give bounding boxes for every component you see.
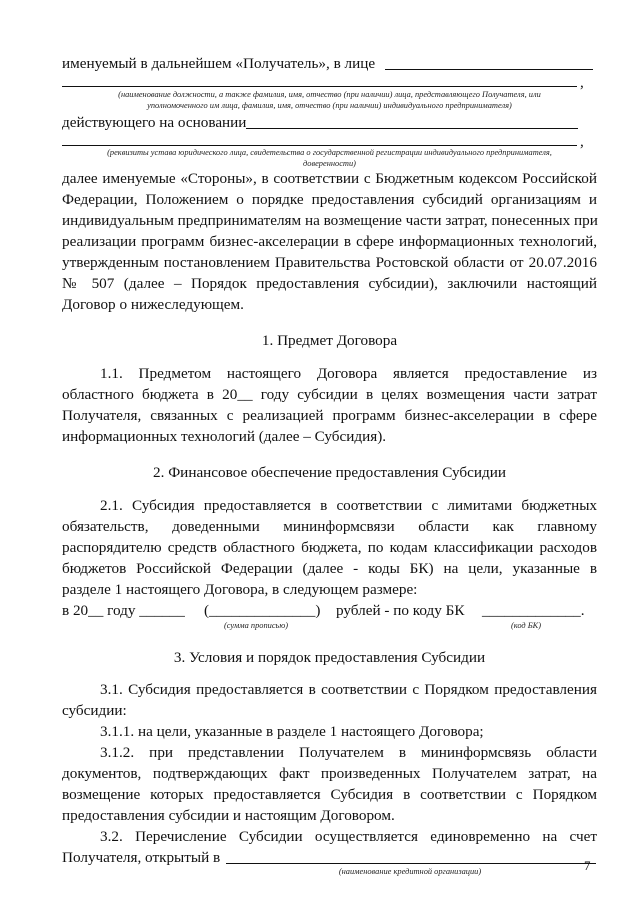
section3-line: 3.2. Перечисление Субсидии осуществляется единовременно на счет [100, 828, 597, 845]
amount-in-words: (______________) [204, 602, 321, 619]
section3-line: документов, подтверждающих факт произведенных Получателем затрат, на [62, 765, 597, 782]
section1-line: информационных технологий (далее – Субсидия). [62, 428, 387, 445]
section3-line: предоставления субсидии и настоящим Договором. [62, 807, 395, 824]
caption-representative-b: уполномоченного им лица, фамилия, имя, отчество (при наличии) индивидуального предпринимателя) [147, 101, 512, 110]
intro-para-line: реализации программ бизнес-акселерации в сфере информационных технологий, [62, 233, 597, 250]
amount-bk-code: _____________. [482, 602, 585, 619]
intro-para-line: № 507 (далее – Порядок предоставления субсидии), заключили настоящий [62, 275, 597, 292]
caption-basis-b: доверенности) [303, 159, 356, 168]
section2-line: распорядителю средств областного бюджета, по кодам классификации расходов [62, 539, 597, 556]
fill-line-representative [385, 69, 593, 70]
section1-line: Получателя, связанных с реализацией программ бизнес-акселерации в сфере [62, 407, 597, 424]
intro-para-line: утвержденным постановлением Правительства Ростовской области от 20.07.2016 [62, 254, 597, 271]
amount-rub-label: рублей - по коду БК [336, 602, 465, 619]
section2-line: разделе 1 настоящего Договора, в следующем размере: [62, 581, 418, 598]
intro-comma2: , [580, 133, 584, 150]
intro-line2: действующего на основании [62, 114, 247, 131]
section1-title: 1. Предмет Договора [261, 332, 398, 349]
section2-line: обязательств, доведенными мининформсвязи области как главному [62, 518, 597, 535]
caption-sum: (сумма прописью) [223, 621, 289, 630]
fill-line-bank [226, 863, 596, 864]
fill-line-representative-2 [62, 86, 577, 87]
intro-para-line: далее именуемые «Стороны», в соответствии с Бюджетным кодексом Российской [62, 170, 597, 187]
caption-bank: (наименование кредитной организации) [338, 867, 482, 876]
section1-line: 1.1. Предметом настоящего Договора является предоставление из [100, 365, 597, 382]
section3-title: 3. Условия и порядок предоставления Субсидии [173, 649, 486, 666]
amount-year: в 20__ году ______ [62, 602, 185, 619]
section3-line: 3.1.2. при представлении Получателем в мининформсвязь области [100, 744, 597, 761]
amount-row [62, 600, 597, 621]
section1-line: областного бюджета в 20__ году субсидии в целях возмещения части затрат [62, 386, 597, 403]
section3-line: возмещение которых предоставляется Субсидия в соответствии с Порядком [62, 786, 597, 803]
section3-line: субсидии: [62, 702, 127, 719]
section2-line: 2.1. Субсидия предоставляется в соответствии с лимитами бюджетных [100, 497, 597, 514]
section3-line: 3.1. Субсидия предоставляется в соответствии с Порядком предоставления [100, 681, 597, 698]
intro-para-line: индивидуальным предпринимателям на возмещение части затрат, понесенных при [62, 212, 598, 229]
section3-line: Получателя, открытый в [62, 849, 221, 866]
section2-title: 2. Финансовое обеспечение предоставления Субсидии [153, 464, 506, 481]
caption-representative-a: (наименование должности, а также фамилия, имя, отчество (при наличии) лица, представляющего Получателя, или [118, 90, 541, 99]
fill-line-basis-2 [62, 145, 577, 146]
intro-para-line: Договор о нижеследующем. [62, 296, 244, 313]
intro-line1: именуемый в дальнейшем «Получатель», в лице [62, 55, 376, 72]
intro-para-line: Федерации, Положением о порядке предоставления субсидий организациям и [62, 191, 597, 208]
section3-line: 3.1.1. на цели, указанные в разделе 1 настоящего Договора; [100, 723, 484, 740]
section2-line: бюджетов Российской Федерации (далее - коды БК) на цели, указанные в [62, 560, 597, 577]
page-number: 7 [584, 858, 591, 873]
fill-line-basis [246, 128, 578, 129]
caption-basis-a: (реквизиты устава юридического лица, свидетельства о государственной регистрации индивидуального предпринимателя, [107, 148, 552, 157]
caption-code: (код БК) [510, 621, 542, 630]
intro-comma1: , [580, 74, 584, 91]
